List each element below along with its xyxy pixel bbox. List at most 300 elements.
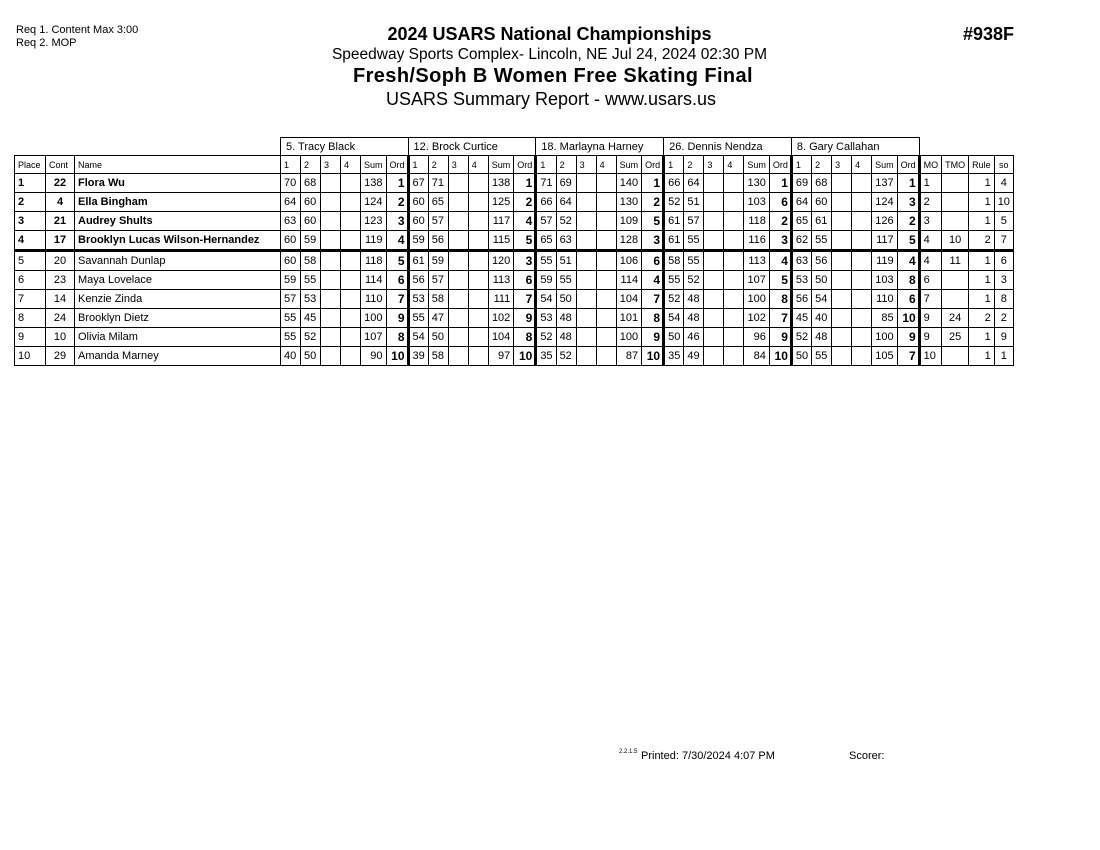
ordinal-cell: 1 [514, 174, 536, 193]
score-cell: 64 [791, 193, 811, 212]
ordinal-cell: 4 [514, 212, 536, 231]
score-cell [448, 212, 468, 231]
score-cell: 52 [301, 328, 321, 347]
score-cell [832, 231, 852, 251]
score-cell: 65 [536, 231, 556, 251]
score-cell [448, 251, 468, 271]
score-header: 2 [684, 156, 704, 174]
skater-name: Amanda Marney [75, 347, 281, 366]
sum-cell: 130 [616, 193, 642, 212]
ordinal-cell: 9 [769, 328, 791, 347]
score-cell [468, 309, 488, 328]
contestant-number: 21 [46, 212, 75, 231]
sum-cell: 90 [361, 347, 387, 366]
score-cell [724, 347, 744, 366]
score-cell: 66 [664, 174, 684, 193]
score-cell: 64 [556, 193, 576, 212]
score-cell: 58 [664, 251, 684, 271]
tmo-cell [942, 347, 969, 366]
sum-cell: 100 [872, 328, 898, 347]
score-cell [321, 212, 341, 231]
ordinal-cell: 1 [769, 174, 791, 193]
table-row [15, 290, 1014, 309]
sum-cell: 102 [744, 309, 770, 328]
place-cell: 3 [15, 212, 46, 231]
score-header: 1 [408, 156, 428, 174]
score-cell [321, 231, 341, 251]
rule-cell: 1 [969, 174, 995, 193]
score-header: 2 [812, 156, 832, 174]
score-cell: 70 [281, 174, 301, 193]
score-cell: 71 [428, 174, 448, 193]
score-cell: 62 [791, 231, 811, 251]
sum-cell: 118 [361, 251, 387, 271]
sum-cell: 110 [872, 290, 898, 309]
ordinal-cell: 4 [897, 251, 919, 271]
score-header: 3 [576, 156, 596, 174]
score-cell: 52 [664, 193, 684, 212]
ordinal-cell: 10 [897, 309, 919, 328]
ordinal-cell: 7 [642, 290, 664, 309]
contestant-number: 4 [46, 193, 75, 212]
judge-name: 26. Dennis Nendza [664, 138, 792, 156]
score-cell [448, 290, 468, 309]
sum-cell: 100 [361, 309, 387, 328]
tmo-cell [942, 290, 969, 309]
table-row [15, 174, 1014, 193]
tmo-cell [942, 271, 969, 290]
sum-cell: 104 [616, 290, 642, 309]
place-cell: 6 [15, 271, 46, 290]
table-row [15, 328, 1014, 347]
score-cell: 69 [791, 174, 811, 193]
score-cell: 55 [536, 251, 556, 271]
ordinal-cell: 7 [386, 290, 408, 309]
score-cell [852, 174, 872, 193]
score-cell: 45 [791, 309, 811, 328]
sum-header: Sum [361, 156, 387, 174]
score-header: 4 [724, 156, 744, 174]
mo-cell: 2 [919, 193, 942, 212]
score-header: 3 [448, 156, 468, 174]
venue-date: Speedway Sports Complex- Lincoln, NE Jul 24, 2024 02:30 PM [331, 46, 768, 63]
rule-cell: 1 [969, 251, 995, 271]
sum-cell: 107 [744, 271, 770, 290]
so-cell: 2 [994, 309, 1013, 328]
score-cell: 52 [664, 290, 684, 309]
score-cell [596, 271, 616, 290]
contestant-number: 14 [46, 290, 75, 309]
score-cell: 50 [812, 271, 832, 290]
score-cell: 35 [664, 347, 684, 366]
score-cell: 50 [556, 290, 576, 309]
score-cell [832, 347, 852, 366]
skater-name: Olivia Milam [75, 328, 281, 347]
ordinal-cell: 8 [642, 309, 664, 328]
score-cell: 57 [428, 212, 448, 231]
score-header: 3 [704, 156, 724, 174]
so-cell: 1 [994, 347, 1013, 366]
place-cell: 5 [15, 251, 46, 271]
ordinal-cell: 2 [514, 193, 536, 212]
score-cell [852, 309, 872, 328]
score-cell: 55 [556, 271, 576, 290]
sum-cell: 138 [488, 174, 514, 193]
score-header: 2 [428, 156, 448, 174]
table-row [15, 193, 1014, 212]
score-cell: 60 [408, 193, 428, 212]
ord-header: Ord [514, 156, 536, 174]
judge-name: 18. Marlayna Harney [536, 138, 664, 156]
score-cell [596, 174, 616, 193]
sum-cell: 113 [488, 271, 514, 290]
requirement-1: Req 1. Content Max 3:00 [16, 24, 139, 36]
score-cell [832, 174, 852, 193]
extra-header: Rule [969, 156, 995, 174]
sum-cell: 96 [744, 328, 770, 347]
so-cell: 5 [994, 212, 1013, 231]
ordinal-cell: 5 [386, 251, 408, 271]
score-cell: 71 [536, 174, 556, 193]
score-cell: 61 [812, 212, 832, 231]
score-cell [448, 309, 468, 328]
score-cell: 56 [428, 231, 448, 251]
table-row [15, 231, 1014, 251]
score-cell [448, 328, 468, 347]
ordinal-cell: 3 [769, 231, 791, 251]
score-cell: 39 [408, 347, 428, 366]
score-header: 3 [832, 156, 852, 174]
score-cell [468, 212, 488, 231]
score-header: 1 [791, 156, 811, 174]
score-cell [341, 309, 361, 328]
ord-header: Ord [769, 156, 791, 174]
sum-cell: 100 [616, 328, 642, 347]
score-cell [704, 328, 724, 347]
score-cell: 53 [536, 309, 556, 328]
score-cell: 61 [408, 251, 428, 271]
sum-cell: 116 [744, 231, 770, 251]
ordinal-cell: 8 [897, 271, 919, 290]
score-cell: 50 [428, 328, 448, 347]
score-cell [468, 193, 488, 212]
score-cell [576, 231, 596, 251]
score-cell [576, 309, 596, 328]
place-cell: 9 [15, 328, 46, 347]
sum-cell: 87 [616, 347, 642, 366]
rule-cell: 2 [969, 309, 995, 328]
score-cell: 52 [791, 328, 811, 347]
sum-cell: 114 [361, 271, 387, 290]
score-cell: 50 [791, 347, 811, 366]
ord-header: Ord [897, 156, 919, 174]
skater-name: Kenzie Zinda [75, 290, 281, 309]
score-cell: 46 [684, 328, 704, 347]
name-header: Name [75, 156, 281, 174]
score-cell: 45 [301, 309, 321, 328]
mo-cell: 4 [919, 231, 942, 251]
contestant-number: 17 [46, 231, 75, 251]
ordinal-cell: 9 [386, 309, 408, 328]
score-header: 4 [468, 156, 488, 174]
score-cell: 60 [301, 212, 321, 231]
table-row [15, 347, 1014, 366]
judges-spacer [15, 138, 281, 156]
extra-header: MO [919, 156, 942, 174]
contestant-number: 10 [46, 328, 75, 347]
score-cell [724, 174, 744, 193]
contestant-number: 20 [46, 251, 75, 271]
sum-cell: 97 [488, 347, 514, 366]
sum-cell: 114 [616, 271, 642, 290]
score-cell [724, 271, 744, 290]
score-cell: 49 [684, 347, 704, 366]
score-cell [832, 271, 852, 290]
skater-name: Brooklyn Lucas Wilson-Hernandez [75, 231, 281, 251]
ordinal-cell: 10 [769, 347, 791, 366]
skater-name: Savannah Dunlap [75, 251, 281, 271]
score-cell: 68 [812, 174, 832, 193]
score-cell [724, 290, 744, 309]
score-cell [704, 271, 724, 290]
score-cell: 48 [684, 309, 704, 328]
score-cell [576, 174, 596, 193]
score-header: 1 [281, 156, 301, 174]
contestant-number: 23 [46, 271, 75, 290]
event-number: #938F [963, 24, 1015, 44]
ordinal-cell: 1 [386, 174, 408, 193]
score-cell [724, 193, 744, 212]
score-cell [852, 193, 872, 212]
score-cell: 63 [556, 231, 576, 251]
score-cell: 65 [791, 212, 811, 231]
score-cell [704, 193, 724, 212]
rule-cell: 2 [969, 231, 995, 251]
sum-cell: 138 [361, 174, 387, 193]
score-cell [832, 212, 852, 231]
score-cell [321, 347, 341, 366]
score-cell: 63 [281, 212, 301, 231]
sum-cell: 111 [488, 290, 514, 309]
ordinal-cell: 6 [514, 271, 536, 290]
score-cell [832, 309, 852, 328]
score-cell [341, 231, 361, 251]
score-cell [832, 193, 852, 212]
ordinal-cell: 6 [769, 193, 791, 212]
score-cell: 47 [428, 309, 448, 328]
score-cell [468, 271, 488, 290]
score-cell: 48 [556, 328, 576, 347]
extra-header: TMO [942, 156, 969, 174]
score-cell: 59 [408, 231, 428, 251]
score-cell [341, 193, 361, 212]
score-cell [852, 271, 872, 290]
score-cell: 61 [664, 212, 684, 231]
score-cell [596, 290, 616, 309]
score-cell: 48 [812, 328, 832, 347]
score-cell [321, 328, 341, 347]
sum-cell: 126 [872, 212, 898, 231]
skater-name: Brooklyn Dietz [75, 309, 281, 328]
sum-cell: 100 [744, 290, 770, 309]
score-cell [704, 231, 724, 251]
score-cell [852, 212, 872, 231]
ordinal-cell: 8 [769, 290, 791, 309]
ordinal-cell: 9 [642, 328, 664, 347]
scorer-label: Scorer: [849, 750, 885, 762]
sum-cell: 117 [872, 231, 898, 251]
contestant-number: 22 [46, 174, 75, 193]
score-header: 1 [536, 156, 556, 174]
tmo-cell: 10 [942, 231, 969, 251]
ordinal-cell: 5 [514, 231, 536, 251]
mo-cell: 3 [919, 212, 942, 231]
score-cell [321, 174, 341, 193]
ordinal-cell: 6 [386, 271, 408, 290]
sum-cell: 110 [361, 290, 387, 309]
score-cell: 63 [791, 251, 811, 271]
sum-cell: 103 [744, 193, 770, 212]
ordinal-cell: 4 [769, 251, 791, 271]
judges-row [15, 138, 1014, 156]
score-cell [448, 193, 468, 212]
sum-cell: 118 [744, 212, 770, 231]
so-cell: 3 [994, 271, 1013, 290]
score-cell: 60 [281, 251, 301, 271]
ordinal-cell: 3 [897, 193, 919, 212]
competition-title: 2024 USARS National Championships [387, 24, 712, 44]
tmo-cell [942, 174, 969, 193]
skater-name: Maya Lovelace [75, 271, 281, 290]
score-cell [341, 212, 361, 231]
contestant-number: 24 [46, 309, 75, 328]
mo-cell: 10 [919, 347, 942, 366]
score-cell [596, 251, 616, 271]
score-cell [704, 309, 724, 328]
tmo-cell: 11 [942, 251, 969, 271]
extra-header: so [994, 156, 1013, 174]
score-cell: 53 [791, 271, 811, 290]
score-cell: 64 [281, 193, 301, 212]
score-cell [576, 251, 596, 271]
score-cell [704, 212, 724, 231]
cont-header: Cont [46, 156, 75, 174]
sum-header: Sum [744, 156, 770, 174]
ordinal-cell: 5 [642, 212, 664, 231]
column-header-row [15, 156, 1014, 174]
score-cell: 48 [684, 290, 704, 309]
score-cell: 53 [408, 290, 428, 309]
ordinal-cell: 6 [897, 290, 919, 309]
score-cell [596, 347, 616, 366]
score-cell [448, 347, 468, 366]
score-cell [596, 231, 616, 251]
score-cell [596, 193, 616, 212]
ordinal-cell: 2 [386, 193, 408, 212]
score-cell: 56 [408, 271, 428, 290]
rule-cell: 1 [969, 347, 995, 366]
score-cell: 57 [281, 290, 301, 309]
mo-cell: 6 [919, 271, 942, 290]
score-cell: 48 [556, 309, 576, 328]
score-cell [852, 328, 872, 347]
score-cell [576, 290, 596, 309]
place-header: Place [15, 156, 46, 174]
tmo-cell [942, 193, 969, 212]
score-cell: 56 [791, 290, 811, 309]
sum-cell: 101 [616, 309, 642, 328]
score-cell [321, 309, 341, 328]
report-title: USARS Summary Report - www.usars.us [385, 89, 717, 109]
score-cell: 66 [536, 193, 556, 212]
score-cell [704, 347, 724, 366]
score-cell [596, 309, 616, 328]
judge-name: 12. Brock Curtice [408, 138, 536, 156]
score-cell: 58 [301, 251, 321, 271]
score-cell: 61 [664, 231, 684, 251]
sum-cell: 117 [488, 212, 514, 231]
sum-header: Sum [488, 156, 514, 174]
mo-cell: 1 [919, 174, 942, 193]
ordinal-cell: 3 [514, 251, 536, 271]
score-cell: 50 [664, 328, 684, 347]
score-cell: 54 [536, 290, 556, 309]
judges-spacer [919, 138, 1013, 156]
so-cell: 8 [994, 290, 1013, 309]
contestant-number: 29 [46, 347, 75, 366]
score-cell [852, 231, 872, 251]
score-cell: 51 [556, 251, 576, 271]
requirement-2: Req 2. MOP [16, 37, 77, 49]
ordinal-cell: 10 [386, 347, 408, 366]
ord-header: Ord [642, 156, 664, 174]
skater-name: Flora Wu [75, 174, 281, 193]
ordinal-cell: 8 [386, 328, 408, 347]
sum-header: Sum [872, 156, 898, 174]
score-cell: 53 [301, 290, 321, 309]
sum-cell: 119 [872, 251, 898, 271]
score-cell [724, 251, 744, 271]
score-cell [832, 290, 852, 309]
ordinal-cell: 7 [514, 290, 536, 309]
sum-cell: 128 [616, 231, 642, 251]
score-cell [448, 271, 468, 290]
score-cell [321, 290, 341, 309]
score-cell: 68 [301, 174, 321, 193]
ordinal-cell: 5 [897, 231, 919, 251]
sum-cell: 85 [872, 309, 898, 328]
score-cell: 69 [556, 174, 576, 193]
score-cell: 60 [812, 193, 832, 212]
score-cell: 59 [536, 271, 556, 290]
sum-cell: 113 [744, 251, 770, 271]
score-cell: 57 [536, 212, 556, 231]
score-header: 4 [596, 156, 616, 174]
score-cell [341, 347, 361, 366]
ordinal-cell: 3 [386, 212, 408, 231]
place-cell: 4 [15, 231, 46, 251]
sum-cell: 137 [872, 174, 898, 193]
score-cell [576, 212, 596, 231]
sum-cell: 105 [872, 347, 898, 366]
software-version: 2.2.1.5 [619, 749, 638, 755]
score-cell [468, 251, 488, 271]
mo-cell: 9 [919, 309, 942, 328]
ordinal-cell: 1 [642, 174, 664, 193]
sum-cell: 130 [744, 174, 770, 193]
sum-cell: 103 [872, 271, 898, 290]
score-cell: 60 [301, 193, 321, 212]
